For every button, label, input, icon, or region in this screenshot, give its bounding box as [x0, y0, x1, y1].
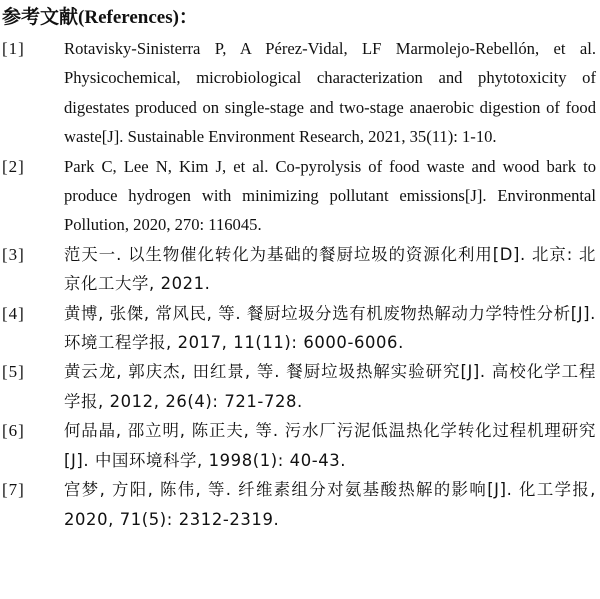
reference-item-1: [0, 34, 598, 152]
reference-text: Rotavisky-Sinisterra P, A Pérez-Vidal, LF Marmolejo-Rebellón, et al. Physicochemical, microbiological characterization and phytotoxicity of digestates produced on single-stage and two-stage anaerobic digestion of food waste[J]. Sustainable Environment Research, 2021, 35(11): 1-10.: [64, 39, 596, 147]
reference-number: [7]: [2, 480, 25, 500]
references-heading-cn: 参考文献: [2, 6, 79, 28]
reference-text: 范天一. 以生物催化转化为基础的餐厨垃圾的资源化利用[D]. 北京: 北京化工大学, 2021.: [64, 244, 596, 294]
reference-item-6: [0, 416, 598, 475]
reference-number: [1]: [2, 39, 25, 58]
reference-number: [6]: [2, 421, 25, 441]
reference-text: Park C, Lee N, Kim J, et al. Co-pyrolysis of food waste and wood bark to produce hydrogen with minimizing pollutant emissions[J]. Environmental Pollution, 2020, 270: 116045.: [64, 156, 596, 235]
reference-number: [3]: [2, 244, 25, 264]
reference-number: [4]: [2, 303, 25, 323]
reference-item-5: [0, 357, 598, 416]
reference-text: 何品晶, 邵立明, 陈正夫, 等. 污水厂污泥低温热化学转化过程机理研究[J]. 中国环境科学, 1998(1): 40-43.: [64, 421, 596, 470]
reference-number: [2]: [2, 156, 25, 176]
reference-item-4: [0, 299, 598, 358]
reference-item-3: [0, 240, 598, 299]
reference-item-7: [0, 475, 598, 534]
reference-item-2: [0, 152, 598, 240]
reference-list: [0, 34, 598, 534]
references-heading-en: (References)：: [78, 7, 198, 28]
reference-text: 宫梦, 方阳, 陈伟, 等. 纤维素组分对氨基酸热解的影响[J]. 化工学报, 2020, 71(5): 2312-2319.: [64, 480, 596, 529]
references-heading: [2, 2, 198, 32]
reference-number: [5]: [2, 362, 25, 382]
reference-text: 黄云龙, 郭庆杰, 田红景, 等. 餐厨垃圾热解实验研究[J]. 高校化学工程学报, 2012, 26(4): 721-728.: [64, 362, 596, 411]
reference-text: 黄博, 张傑, 常风民, 等. 餐厨垃圾分选有机废物热解动力学特性分析[J]. 环境工程学报, 2017, 11(11): 6000-6006.: [64, 303, 596, 353]
